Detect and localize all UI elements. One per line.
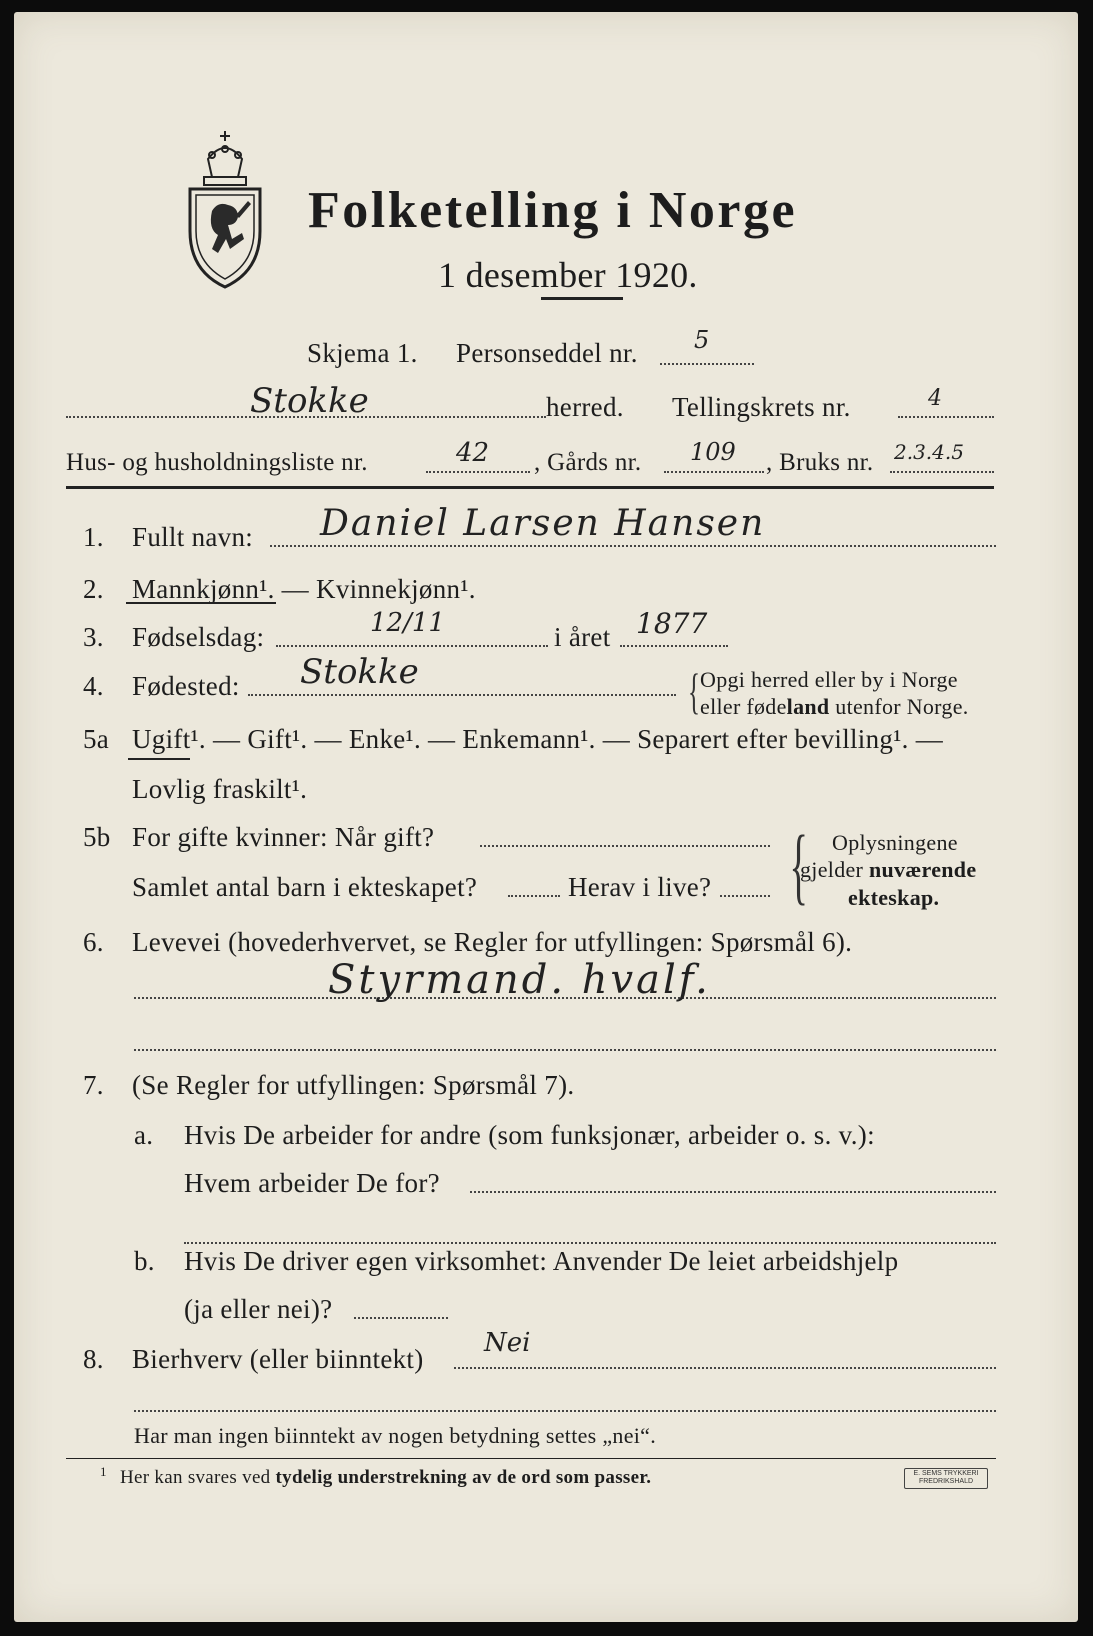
printer-stamp: E. SEMS TRYKKERI FREDRIKSHALD	[904, 1468, 988, 1489]
q5a-line2: Lovlig fraskilt¹.	[132, 774, 308, 804]
personseddel-line	[660, 363, 754, 365]
q5a-line1: Ugift¹. — Gift¹. — Enke¹. — Enkemann¹. — Separert efter bevilling¹. —	[132, 724, 943, 754]
q3-line	[276, 645, 548, 647]
herred-label: herred.	[546, 392, 624, 422]
q5b-line1: For gifte kvinner: Når gift?	[132, 822, 435, 852]
census-date: 1 desember 1920.	[438, 255, 698, 295]
q7b-line2: (ja eller nei)?	[184, 1294, 333, 1324]
q8-value[interactable]: Nei	[484, 1328, 531, 1358]
footnote-text	[120, 1468, 651, 1487]
q4-note-part-b: land	[786, 694, 830, 719]
q5b-note-line2	[800, 859, 976, 881]
title-underline	[541, 297, 623, 300]
census-form-sheet	[14, 12, 1078, 1622]
q5b-note-bracket: {	[789, 817, 808, 913]
q7a-letter: a.	[134, 1120, 154, 1150]
bruks-label: , Bruks nr.	[766, 449, 874, 476]
q8-line1	[454, 1367, 996, 1369]
q5b-line2a: Samlet antal barn i ekteskapet?	[132, 872, 478, 902]
q4-line	[248, 694, 676, 696]
q1-value[interactable]: Daniel Larsen Hansen	[320, 503, 766, 544]
q4-note-line1: Opgi herred eller by i Norge	[700, 667, 958, 692]
q4-note-bracket: {	[688, 663, 700, 719]
q7b-letter: b.	[134, 1246, 155, 1276]
tellingskrets-label: Tellingskrets nr.	[672, 392, 851, 422]
q1-line	[270, 545, 996, 547]
q7a-line1: Hvis De arbeider for andre (som funksjonær, arbeider o. s. v.):	[184, 1120, 875, 1150]
q5b-number: 5b	[83, 822, 111, 852]
footnote-part-a: Her kan svares ved	[120, 1467, 276, 1488]
gards-label: , Gårds nr.	[534, 449, 642, 476]
q3-year-line	[620, 645, 728, 647]
q4-number: 4.	[83, 671, 104, 701]
gards-line	[664, 471, 764, 473]
footnote-part-b: tydelig understrekning av de ord som passer.	[275, 1467, 652, 1488]
q7b-line1: Hvis De driver egen virksomhet: Anvender De leiet arbeidshjelp	[184, 1246, 899, 1276]
household-list-line	[426, 471, 530, 473]
q7a-line2-fill	[470, 1191, 996, 1193]
household-list-label: Hus- og husholdningsliste nr.	[66, 449, 368, 476]
form-title: Folketelling i Norge	[308, 182, 798, 239]
q1-label: Fullt navn:	[132, 522, 254, 552]
q4-value[interactable]: Stokke	[300, 652, 419, 692]
q4-note-part-a: eller føde	[700, 694, 787, 719]
bruks-value[interactable]: 2.3.4.5	[894, 440, 964, 464]
header-divider	[66, 486, 994, 489]
q7a-line2: Hvem arbeider De for?	[184, 1168, 440, 1198]
bruks-line	[890, 471, 994, 473]
q3-year-label: i året	[554, 622, 611, 652]
q8-line2	[134, 1410, 996, 1412]
q5b-note-line1: Oplysningene	[832, 830, 958, 855]
skjema-label: Skjema 1.	[307, 338, 418, 368]
q3-label: Fødselsdag:	[132, 622, 265, 652]
q4-label: Fødested:	[132, 671, 240, 701]
q5b-line2b-fill	[720, 895, 770, 897]
q6-label: Levevei (hovederhvervet, se Regler for utfyllingen: Spørsmål 6).	[132, 927, 853, 957]
q2-selected-underline	[126, 602, 276, 604]
q7-number: 7.	[83, 1070, 104, 1100]
q2-number: 2.	[83, 574, 104, 604]
personseddel-label: Personseddel nr.	[456, 338, 638, 368]
q5a-number: 5a	[83, 724, 110, 754]
q4-note-part-c: utenfor Norge.	[829, 694, 969, 719]
q5b-note-part-a: gjelder	[800, 857, 869, 882]
q3-number: 3.	[83, 622, 104, 652]
q1-number: 1.	[83, 522, 104, 552]
q5a-selected-underline	[128, 758, 190, 760]
tellingskrets-value[interactable]: 4	[928, 386, 942, 411]
q8-label: Bierhverv (eller biinntekt)	[132, 1344, 424, 1374]
tellingskrets-line	[898, 416, 994, 418]
q4-note-line2	[700, 696, 969, 718]
q7b-line2-fill	[354, 1317, 448, 1319]
q7a-line3-fill	[184, 1242, 996, 1244]
q2-label: Mannkjønn¹. — Kvinnekjønn¹.	[132, 574, 476, 604]
norway-coat-of-arms-icon	[182, 129, 268, 289]
q5b-note-line3: ekteskap.	[848, 885, 940, 910]
q5b-note-part-b: nuværende	[868, 857, 977, 882]
q6-value[interactable]: Styrmand. hvalf.	[328, 957, 711, 1003]
q6-line2	[134, 1049, 996, 1051]
q5b-line2b: Herav i live?	[568, 872, 712, 902]
footer-note: Har man ingen biinntekt av nogen betydning settes „nei“.	[134, 1423, 657, 1448]
household-list-value[interactable]: 42	[456, 438, 490, 468]
q3-value[interactable]: 12/11	[370, 608, 445, 638]
personseddel-value[interactable]: 5	[694, 326, 710, 354]
gards-value[interactable]: 109	[690, 438, 736, 466]
herred-value[interactable]: Stokke	[250, 381, 369, 421]
q5b-line1-fill	[480, 845, 770, 847]
q7-label: (Se Regler for utfyllingen: Spørsmål 7).	[132, 1070, 575, 1100]
footer-divider	[66, 1458, 996, 1459]
footnote-number: 1	[100, 1464, 107, 1479]
q8-number: 8.	[83, 1344, 104, 1374]
q5b-line2a-fill	[508, 895, 560, 897]
q6-number: 6.	[83, 927, 104, 957]
q3-year-value[interactable]: 1877	[636, 607, 708, 640]
